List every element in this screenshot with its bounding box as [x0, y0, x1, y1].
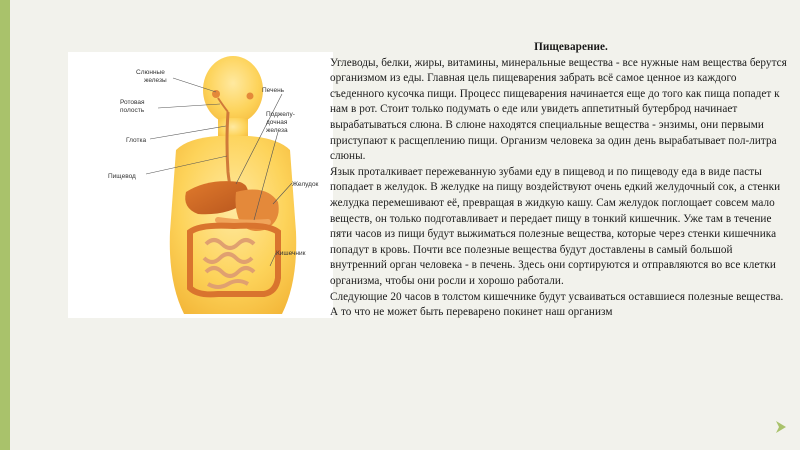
label-mouth-2: полость: [120, 107, 145, 114]
label-pancreas-3: железа: [266, 127, 288, 134]
digestive-system-illustration: [68, 52, 333, 318]
label-liver: Печень: [262, 87, 285, 94]
slide-text: [330, 40, 792, 321]
digestive-system-diagram: [68, 52, 333, 318]
label-pancreas-1: Поджелу-: [266, 111, 295, 118]
slide-title: Пищеварение.: [534, 41, 608, 53]
next-arrow-icon[interactable]: [774, 420, 788, 434]
paragraph-3: Следующие 20 часов в толстом кишечнике будут усваиваться оставшиеся полезные вещества. А то что не может быть переварено покинет наш организм: [330, 290, 784, 319]
label-mouth-1: Ротовая: [120, 99, 145, 106]
paragraph-2: Язык проталкивает пережеванную зубами еду в пищевод и по пищеводу еда в виде пасты попадает в желудок. В желудке на пищу воздействуют очень едкий желудочный сок, а стенки желудка перемешивают её, превращая в жидкую кашу. Сам желудок поглощает совсем мало веществ, он только подготавливает и передает пищу в тонкий кишечник. Уже там в течение пяти часов из пищи будут выжиматься полезные вещества, которые через стенки кишечника попадут в кровь. Почти все полезные вещества будут доставлены в самый большой внутренний орган человека - в печень. Здесь они сортируются и отправляются во все клетки организма, чтобы они росли и хорошо работали.: [330, 165, 781, 287]
accent-bar: [0, 0, 10, 450]
slide: [10, 0, 800, 450]
label-stomach: Желудок: [292, 181, 319, 188]
label-salivary-2: железы: [144, 77, 167, 84]
pancreas-shape: [218, 220, 268, 223]
label-pancreas-2: дочная: [266, 119, 288, 126]
label-intestines: Кишечник: [276, 250, 306, 257]
label-salivary-1: Слюнные: [136, 69, 165, 76]
label-pharynx: Глотка: [126, 137, 147, 144]
paragraph-1: Углеводы, белки, жиры, витамины, минеральные вещества - все нужные нам вещества берутся организмом из еды. Главная цель пищеварения забрать всё самое ценное из каждого съеденного кусочка пищи. Процесс пищеварения начинается еще до того как пища попадет к нам в рот. Стоит только подумать о еде или увидеть аппетитный бутерброд начинает вырабатываться слюна. В слюне находятся специальные вещества - энзимы, они первыми приступают к расщеплению пищи. Организм человека за один день вырабатывает пол-литра слюны.: [330, 56, 787, 163]
label-esophagus: Пищевод: [108, 173, 136, 180]
